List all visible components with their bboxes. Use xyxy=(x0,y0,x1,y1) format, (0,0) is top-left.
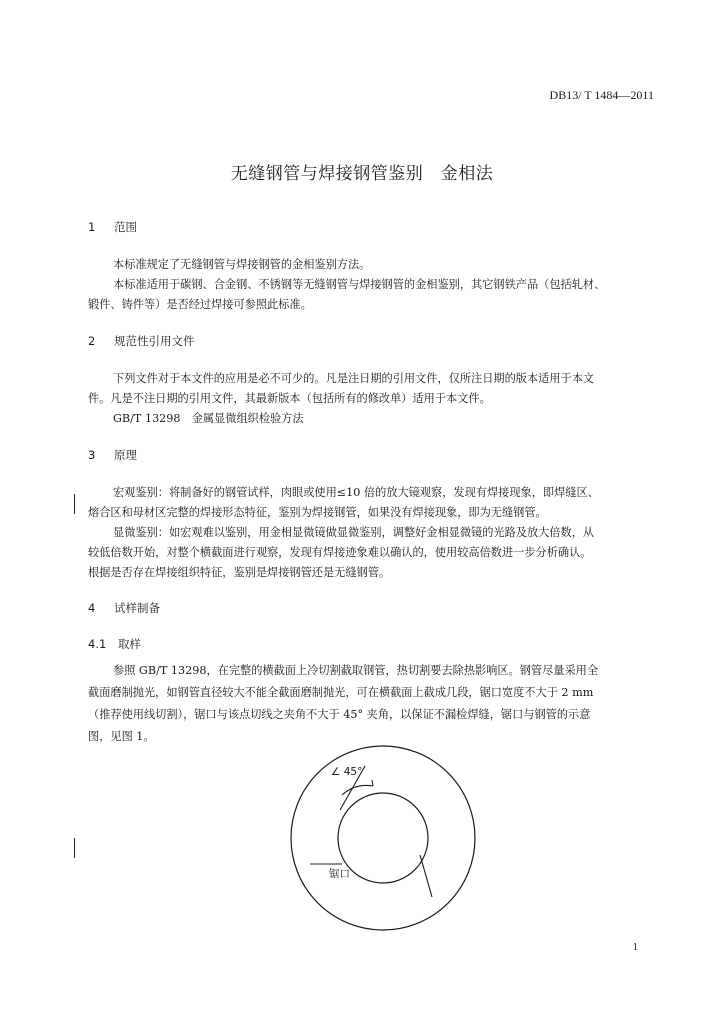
paragraph-line: 本标准适用于碳钢、合金钢、不锈钢等无缝钢管与焊接钢管的金相鉴别，其它钢铁产品（包括轧材、 xyxy=(113,278,606,291)
page-number: 1 xyxy=(632,941,638,953)
paragraph-line: 本标准规定了无缝钢管与焊接钢管的金相鉴别方法。 xyxy=(113,258,371,271)
section-number: 4.1 xyxy=(88,637,107,651)
paragraph-line: 宏观鉴别：将制备好的钢管试样，肉眼或使用≤10 倍的放大镜观察，发现有焊接现象，即焊缝区、 xyxy=(113,486,599,499)
section-title: 规范性引用文件 xyxy=(114,334,195,348)
paragraph-line: 较低倍数开始，对整个横截面进行观察，发现有焊接迹象难以确认的，使用较高倍数进一步分析确认。 xyxy=(88,546,592,559)
pipe-inner-circle xyxy=(338,793,428,883)
kerf-label: 锯口 xyxy=(329,868,350,880)
angle-arc xyxy=(342,785,373,795)
paragraph-line: 参照 GB/T 13298，在完整的横截面上冷切割截取钢管，热切割要去除热影响区。钢管尽量采用全 xyxy=(113,664,599,677)
section-title: 原理 xyxy=(114,448,137,462)
section-number: 3 xyxy=(88,448,96,462)
paragraph-line: 图，见图 1。 xyxy=(88,730,155,743)
paragraph-line: 锻件、铸件等）是否经过焊接可参照此标准。 xyxy=(88,298,312,311)
section-number: 2 xyxy=(88,334,96,348)
section-number: 1 xyxy=(88,220,96,234)
normative-reference: GB/T 13298 金属显微组织检验方法 xyxy=(113,412,304,425)
paragraph-line: 显微鉴别：如宏观难以鉴别，用金相显微镜做显微鉴别，调整好金相显微镜的光路及放大倍数，从 xyxy=(113,526,595,539)
section-title: 试样制备 xyxy=(114,601,160,615)
section-number: 4 xyxy=(88,601,96,615)
saw-cut-line xyxy=(420,855,432,897)
paragraph-line: 下列文件对于本文件的应用是必不可少的。凡是注日期的引用文件，仅所注日期的版本适用于本文 xyxy=(113,372,595,385)
pipe-outer-circle xyxy=(291,746,475,930)
paragraph-line: 根据是否存在焊接组织特征，鉴别是焊接钢管还是无缝钢管。 xyxy=(88,566,391,579)
section-title: 范围 xyxy=(114,220,137,234)
angle-label: ∠ 45° xyxy=(331,766,363,778)
paragraph-line: 件。凡是不注日期的引用文件，其最新版本（包括所有的修改单）适用于本文件。 xyxy=(88,392,491,405)
paragraph-line: 熔合区和母材区完整的焊接形态特征，鉴别为焊接钢管，如果没有焊接现象，即为无缝钢管。 xyxy=(88,506,547,519)
document-title: 无缝钢管与焊接钢管鉴别 金相法 xyxy=(230,164,494,184)
standard-number: DB13/ T 1484—2011 xyxy=(549,88,654,102)
section-title: 取样 xyxy=(118,637,141,651)
paragraph-line: 截面磨制抛光，如钢管直径较大不能全截面磨制抛光，可在横截面上截成几段，锯口宽度不大于 2 mm xyxy=(88,686,594,699)
paragraph-line: （推荐使用线切割），锯口与该点切线之夹角不大于 45° 夹角，以保证不漏检焊缝，锯口与钢管的示意 xyxy=(88,708,591,721)
angle-arc-tick xyxy=(372,780,373,786)
